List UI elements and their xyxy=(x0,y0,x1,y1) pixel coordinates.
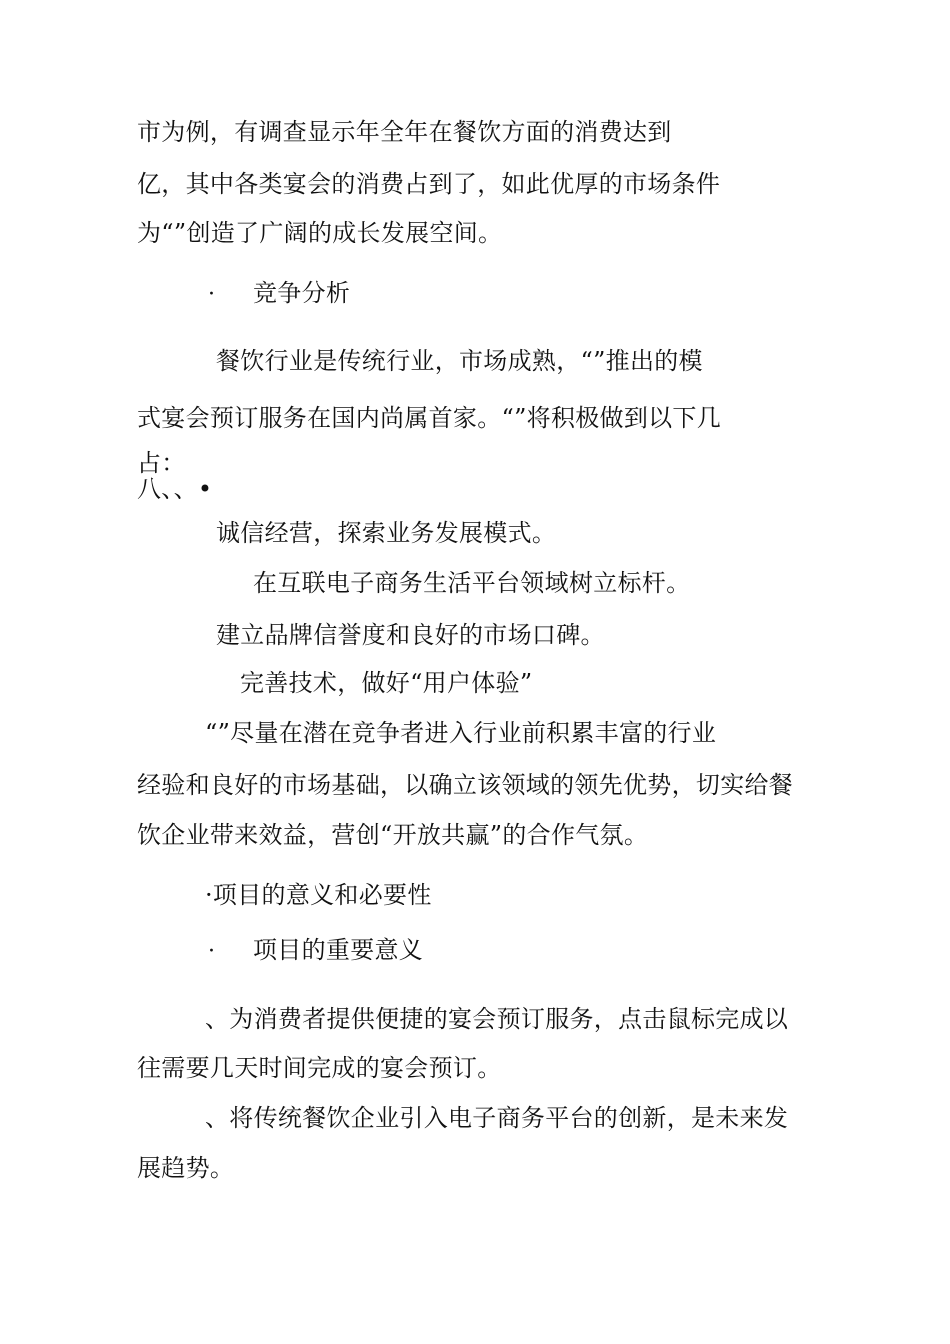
text-line: 、为消费者提供便捷的宴会预订服务，点击鼠标完成以 xyxy=(205,1005,789,1033)
bullet-marker: · xyxy=(208,939,216,964)
text-line: 、将传统餐饮企业引入电子商务平台的创新，是未来发 xyxy=(205,1104,789,1132)
list-item: 诚信经营，探索业务发展模式。 xyxy=(216,519,557,547)
section-heading: 项目的重要意义 xyxy=(253,936,424,964)
text-line: 式宴会预订服务在国内尚属首家。“”将积极做到以下几 xyxy=(137,404,722,432)
list-marker: 八、、• xyxy=(137,475,213,503)
text-line: 市为例，有调查显示年全年在餐饮方面的消费达到 xyxy=(137,118,672,146)
section-heading: 竞争分析 xyxy=(253,279,351,307)
list-item: 完善技术，做好“用户体验” xyxy=(240,669,533,697)
text-line: 经验和良好的市场基础，以确立该领域的领先优势，切实给餐 xyxy=(137,771,794,799)
list-item: 在互联电子商务生活平台领域树立标杆。 xyxy=(253,569,691,597)
text-line: 展趋势。 xyxy=(137,1154,235,1182)
text-line: 占： xyxy=(137,449,186,477)
bullet-marker: · xyxy=(208,282,216,307)
text-line: 亿，其中各类宴会的消费占到了，如此优厚的市场条件 xyxy=(137,170,721,198)
text-line: 为“”创造了广阔的成长发展空间。 xyxy=(137,219,503,247)
text-line: 往需要几天时间完成的宴会预订。 xyxy=(137,1054,502,1082)
text-line: 餐饮行业是传统行业，市场成熟，“”推出的模 xyxy=(216,347,703,375)
text-line: “”尽量在潜在竞争者进入行业前积累丰富的行业 xyxy=(205,719,717,747)
text-line: 饮企业带来效益，营创“开放共赢”的合作气氛。 xyxy=(137,821,649,849)
list-item: 建立品牌信誉度和良好的市场口碑。 xyxy=(216,621,605,649)
section-heading: ·项目的意义和必要性 xyxy=(205,881,432,909)
